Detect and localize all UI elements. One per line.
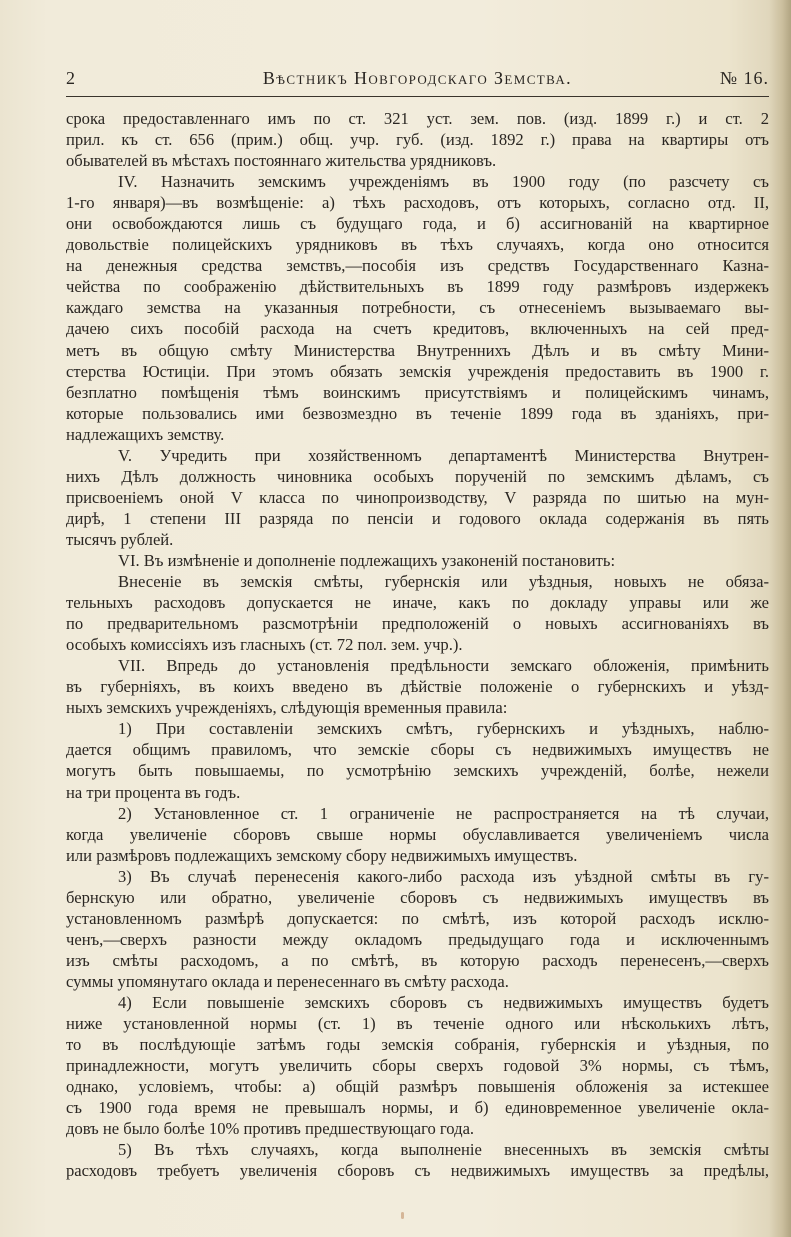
text-line: 5) Въ тѣхъ случаяхъ, когда выполненіе внесенныхъ въ земскія смѣты [118, 1140, 769, 1160]
page-edge-shadow [769, 0, 791, 1237]
text-line: съ 1900 года время не превышалъ нормы, и б) единовременное увеличеніе окла- [66, 1098, 769, 1118]
text-line: метъ въ общую смѣту Министерства Внутреннихъ Дѣлъ и въ смѣту Мини- [66, 340, 769, 360]
text-line: въ губерніяхъ, въ коихъ введено въ дѣйствіе положеніе о губернскихъ и уѣзд- [66, 677, 769, 697]
text-line: VI. Въ измѣненіе и дополненіе подлежащихъ узаконеній постановить: [118, 550, 616, 570]
text-line: чейства по соображенію дѣйствительныхъ въ 1899 году размѣровъ издержекъ [66, 277, 769, 297]
text-line: дирѣ, 1 степени III разряда по пенсіи и годового оклада содержанія въ пять [66, 508, 769, 528]
text-line: могутъ быть повышаемы, по усмотрѣнію земскихъ учрежденій, болѣе, нежели [66, 761, 769, 781]
text-line: стерства Юстиціи. При этомъ обязать земскія учрежденія предоставить въ 1900 г. [66, 361, 769, 381]
text-line: 2) Установленное ст. 1 ограниченіе не распространяется на тѣ случаи, [118, 803, 769, 823]
text-line: нихъ Дѣлъ должность чиновника особыхъ порученій по земскимъ дѣламъ, съ [66, 466, 769, 486]
text-line: изъ смѣты расходомъ, а по смѣтѣ, въ которую расходъ перенесенъ,—сверхъ [66, 950, 769, 970]
text-line: 3) Въ случаѣ перенесенія какого-либо расхода изъ уѣздной смѣты въ гу- [118, 866, 769, 886]
text-line: довъ не было болѣе 10% противъ предшествующаго года. [66, 1119, 475, 1139]
text-line: 1-го января)—въ возмѣщеніе: а) тѣхъ расходовъ, отъ которыхъ, согласно отд. II, [66, 193, 769, 213]
text-line: IV. Назначить земскимъ учрежденіямъ въ 1900 году (по разсчету съ [118, 172, 769, 192]
header-rule [66, 96, 769, 97]
text-line: принадлежности, могутъ увеличить сборы сверхъ годовой 3% нормы, съ тѣмъ, [66, 1056, 769, 1076]
text-line: когда увеличеніе сборовъ свыше нормы обуславливается увеличеніемъ числа [66, 824, 769, 844]
text-line: 4) Если повышеніе земскихъ сборовъ съ недвижимыхъ имуществъ будетъ [118, 992, 769, 1012]
text-line: безплатно помѣщенія тѣмъ воинскимъ присутствіямъ и полицейскимъ чинамъ, [66, 382, 769, 402]
text-line: присвоеніемъ оной V класса по чинопроизводству, V разряда по шитью на мун- [66, 487, 769, 507]
text-line: ченъ,—сверхъ разности между окладомъ предыдущаго года и исключеннымъ [66, 929, 769, 949]
text-line: установленномъ размѣрѣ допускается: по смѣтѣ, изъ которой расходъ исклю- [66, 908, 769, 928]
text-line: тысячъ рублей. [66, 529, 174, 549]
text-line: по предварительномъ разсмотрѣніи предположеній о новыхъ ассигнованіяхъ въ [66, 614, 769, 634]
text-line: однако, условіемъ, чтобы: а) общій размѣръ повышенія обложенія за истекшее [66, 1077, 769, 1097]
text-line: довольствіе полицейскихъ урядниковъ въ тѣхъ случаяхъ, когда оно относится [66, 235, 769, 255]
running-header [66, 66, 769, 90]
text-line: срока предоставленнаго имъ по ст. 321 уст. зем. пов. (изд. 1899 г.) и ст. 2 [66, 109, 769, 128]
body-text [66, 108, 769, 1181]
journal-title: Вѣстникъ Новгородскаго Земства. [262, 68, 573, 88]
text-line: или размѣровъ подлежащихъ земскому сбору недвижимыхъ имуществъ. [66, 845, 578, 865]
text-line: прил. къ ст. 656 (прим.) общ. учр. губ. (изд. 1892 г.) права на квартиры отъ [66, 130, 769, 150]
issue-number: № 16. [719, 68, 769, 88]
text-line: V. Учредить при хозяйственномъ департаментѣ Министерства Внутрен- [118, 445, 769, 465]
text-line: они освобождаются лишь съ будущаго года, и б) ассигнованій на квартирное [66, 214, 769, 234]
text-line: особыхъ комиссіяхъ изъ гласныхъ (ст. 72 пол. зем. учр.). [66, 635, 463, 655]
text-line: надлежащихъ земству. [66, 424, 225, 444]
page-number: 2 [66, 68, 75, 88]
text-line: бернскую или обратно, увеличеніе сборовъ съ недвижимыхъ имуществъ въ [66, 887, 769, 907]
text-line: 1) При составленіи земскихъ смѣтъ, губернскихъ и уѣздныхъ, наблю- [118, 719, 769, 739]
text-line: дачею сихъ пособій расхода на счетъ кредитовъ, включенныхъ на сей пред- [66, 319, 769, 339]
text-line: обывателей въ мѣстахъ постояннаго жительства урядниковъ. [66, 151, 497, 171]
text-line: каждаго земства на указанныя потребности, съ отнесеніемъ вызываемаго вы- [66, 298, 769, 318]
text-line: Внесеніе въ земскія смѣты, губернскія или уѣздныя, новыхъ не обяза- [118, 572, 769, 592]
text-line: ниже установленной нормы (ст. 1) въ теченіе одного или нѣсколькихъ лѣтъ, [66, 1014, 769, 1034]
text-line: тельныхъ расходовъ допускается не иначе, какъ по докладу управы или же [66, 593, 769, 613]
text-line: то въ послѣдующіе затѣмъ годы земскія собранія, губернскія и уѣздныя, по [66, 1035, 769, 1055]
text-line: VII. Впредь до установленія предѣльности земскаго обложенія, примѣнить [118, 656, 769, 676]
text-line: дается общимъ правиломъ, что земскіе сборы съ недвижимыхъ имуществъ не [66, 740, 769, 760]
text-line: на денежныя средства земствъ,—пособія изъ средствъ Государственнаго Казна- [66, 256, 769, 276]
text-line: суммы упомянутаго оклада и перенесеннаго въ смѣту расхода. [66, 971, 509, 991]
paper-speck [401, 1212, 404, 1219]
text-line: которые пользовались ими безвозмездно въ теченіе 1899 года въ зданіяхъ, при- [66, 403, 769, 423]
text-line: расходовъ требуетъ увеличенія сборовъ съ недвижимыхъ имуществъ за предѣлы, [66, 1161, 769, 1181]
text-line: на три процента въ годъ. [66, 782, 241, 802]
text-line: ныхъ земскихъ учрежденіяхъ, слѣдующія временныя правила: [66, 698, 508, 718]
